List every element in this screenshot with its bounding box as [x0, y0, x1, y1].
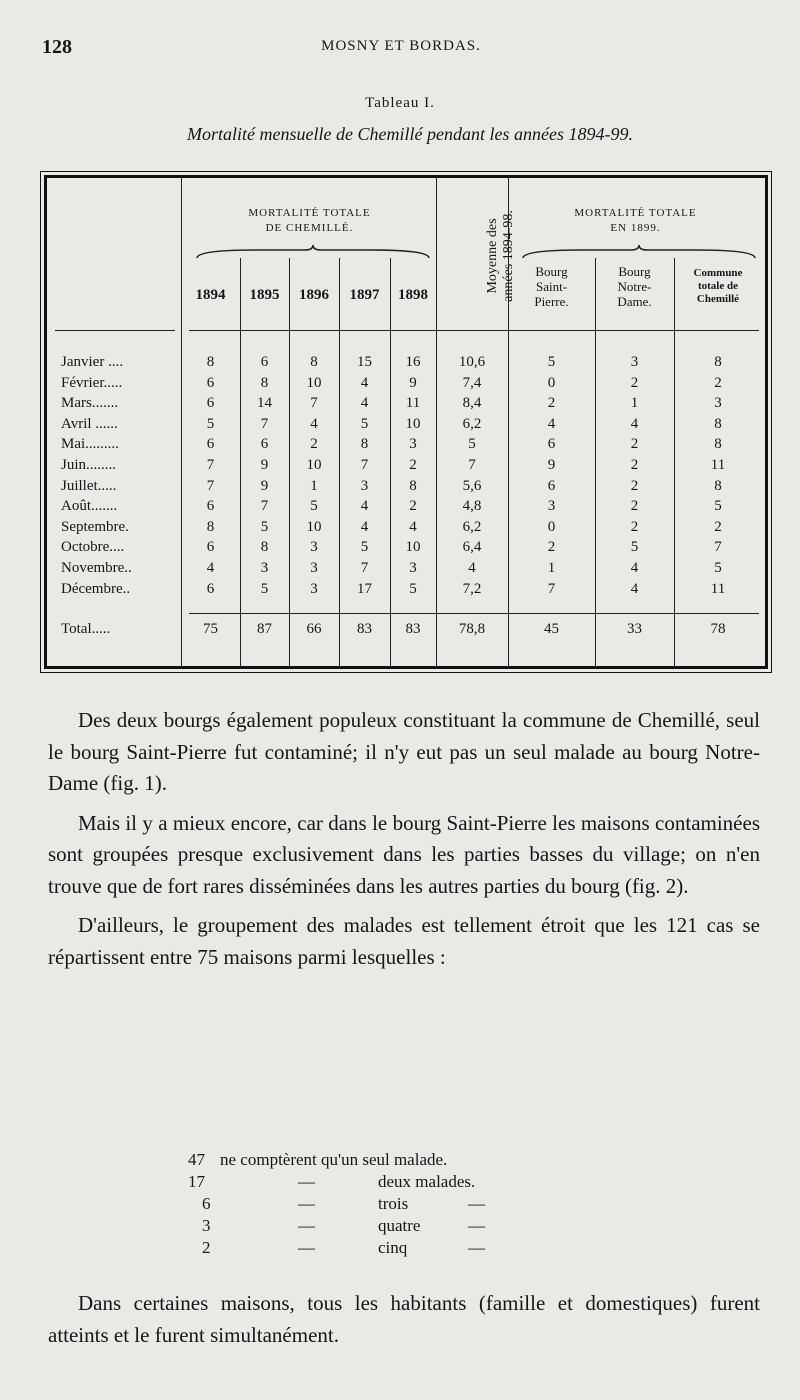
running-head [42, 36, 760, 62]
table-cell: 8 [409, 477, 417, 494]
table-cell: 7 [310, 395, 318, 412]
table-cell: 8 [360, 436, 369, 453]
table-cell: 8,4 [462, 395, 482, 412]
total-cell: 75 [203, 621, 218, 637]
table-cell: 8 [260, 374, 269, 391]
table-cell: 9 [260, 457, 269, 473]
table-cell: 8 [714, 436, 722, 453]
list-item: 3 — quatre — [202, 1216, 485, 1235]
table-cell: 3 [360, 477, 369, 494]
month-label: Novembre.. [61, 560, 132, 576]
month-label: Juillet..... [61, 477, 117, 494]
table-cell: 8 [206, 354, 215, 370]
table-cell: 7,2 [462, 580, 482, 597]
table-cell: 2 [714, 374, 722, 391]
table-cell: 1 [630, 395, 639, 412]
mortality-table [44, 175, 768, 669]
table-cell: 6,2 [462, 518, 482, 535]
table-cell: 5 [547, 354, 556, 370]
table-cell: 3 [409, 560, 417, 576]
table-cell: 0 [547, 374, 556, 391]
table-cell: 4 [630, 415, 639, 432]
table-cell: 2 [547, 395, 556, 412]
table-cell: 11 [710, 580, 726, 597]
table-cell: 10 [306, 518, 322, 535]
table-cell: 8 [310, 354, 318, 370]
list-item: 17 — deux malades. [188, 1172, 476, 1191]
table-cell: 6,4 [462, 539, 482, 556]
table-row [47, 478, 765, 498]
table-cell: 4,8 [462, 498, 482, 515]
table-row [47, 457, 765, 477]
table-row [47, 539, 765, 559]
table-cell: 2 [714, 518, 722, 535]
table-cell: 6 [547, 477, 556, 494]
table-cell: 8 [714, 415, 722, 432]
table-cell: 2 [409, 457, 417, 473]
table-cell: 8 [206, 518, 215, 535]
table-cell: 2 [630, 498, 639, 515]
brace-chemille [195, 244, 431, 260]
table-cell: 5 [260, 518, 269, 535]
table-row [47, 560, 765, 580]
table-cell: 4 [360, 374, 369, 391]
group-header-1899: MORTALITÉ TOTALE EN 1899. [574, 207, 697, 234]
table-cell: 5 [714, 560, 722, 576]
table-cell: 5 [360, 415, 369, 432]
month-label: Septembre. [61, 518, 129, 535]
list-item: 47 ne comptèrent qu'un seul malade. [188, 1150, 448, 1169]
table-cell: 3 [260, 560, 269, 576]
table-cell: 2 [630, 477, 639, 494]
table-cell: 7 [206, 457, 215, 473]
table-cell: 2 [409, 498, 417, 515]
table-cell: 2 [630, 436, 639, 453]
table-cell: 6 [206, 498, 215, 515]
commune-header: Commune totale de Chemillé [693, 267, 743, 305]
table-cell: 3 [714, 395, 722, 412]
table-cell: 1 [310, 477, 318, 494]
table-cell: 6 [206, 374, 215, 391]
table-cell: 5,6 [462, 477, 482, 494]
table-cell: 16 [405, 354, 421, 370]
table-cell: 3 [409, 436, 417, 453]
table-cell: 5 [409, 580, 417, 597]
table-cell: 9 [547, 457, 556, 473]
table-cell: 1 [547, 560, 556, 576]
table-cell: 10 [405, 415, 421, 432]
table-cell: 10 [405, 539, 421, 556]
group-header-chemille: MORTALITÉ TOTALE DE CHEMILLÉ. [248, 207, 371, 234]
table-cell: 5 [468, 436, 476, 453]
month-label: Février..... [61, 374, 123, 391]
table-row [47, 395, 765, 415]
table-cell: 7,4 [462, 374, 482, 391]
table-cell: 2 [547, 539, 556, 556]
table-cell: 7 [547, 580, 556, 597]
table-cell: 3 [310, 580, 318, 597]
table-cell: 15 [357, 354, 372, 370]
table-row [47, 581, 765, 601]
table-row [47, 354, 765, 374]
table-cell: 5 [714, 498, 722, 515]
table-row [47, 436, 765, 456]
table-cell: 7 [206, 477, 215, 494]
paragraph: Des deux bourgs également populeux constituant la commune de Chemillé, seul le bourg Saint-Pierre fut contaminé; il n'y eut pas un seul malade au bourg Notre-Dame (fig. 1). [48, 708, 760, 795]
table-cell: 14 [257, 395, 272, 412]
table-cell: 5 [630, 539, 639, 556]
table-cell: 5 [260, 580, 269, 597]
page-number: 128 [42, 36, 72, 58]
table-cell: 4 [409, 518, 417, 535]
bourg-notre-dame-header: Bourg Notre- Dame. [617, 264, 652, 309]
table-row [47, 519, 765, 539]
table-cell: 7 [260, 415, 269, 432]
year-1898: 1898 [398, 287, 428, 303]
year-1897: 1897 [349, 287, 380, 303]
table-cell: 3 [310, 539, 318, 556]
list-item: 2 — cinq — [202, 1238, 485, 1257]
total-cell: 45 [544, 621, 559, 637]
table-cell: 9 [409, 374, 417, 391]
table-cell: 6,2 [462, 415, 482, 432]
year-1895: 1895 [249, 287, 280, 303]
month-label: Mai......... [61, 436, 119, 453]
table-cell: 4 [468, 560, 476, 576]
final-paragraph: Dans certaines maisons, tous les habitants (famille et domestiques) furent atteints et le furent simultanément. [48, 1291, 760, 1347]
moyenne-header: Moyenne des années 1894-98. [485, 209, 516, 302]
total-row [47, 621, 765, 643]
total-label: Total..... [61, 621, 111, 637]
list-item: 6 — trois — [202, 1194, 485, 1213]
table-cell: 7 [360, 560, 369, 576]
table-cell: 6 [260, 354, 269, 370]
table-cell: 10 [306, 374, 322, 391]
table-cell: 2 [310, 436, 318, 453]
table-cell: 6 [206, 395, 215, 412]
month-label: Octobre.... [61, 539, 125, 556]
table-cell: 8 [260, 539, 269, 556]
table-cell: 4 [630, 580, 639, 597]
table-cell: 4 [360, 395, 369, 412]
paragraph: Mais il y a mieux encore, car dans le bourg Saint-Pierre les maisons contaminées sont groupées presque exclusivement dans les parties basses du village; on n'en trouve que de fort rares disséminées dans les autres parties du bourg (fig. 2). [48, 810, 760, 898]
table-cell: 5 [360, 539, 369, 556]
table-cell: 3 [310, 560, 318, 576]
table-cell: 11 [710, 457, 726, 473]
table-cell: 4 [547, 415, 556, 432]
running-title: MOSNY ET BORDAS. [321, 38, 481, 54]
table-cell: 3 [547, 498, 556, 515]
body-paragraphs [48, 705, 760, 973]
table-cell: 9 [260, 477, 269, 494]
table-cell: 4 [310, 415, 318, 432]
month-label: Juin........ [61, 457, 117, 473]
table-cell: 5 [206, 415, 215, 432]
table-row [47, 375, 765, 395]
table-cell: 7 [360, 457, 369, 473]
table-cell: 5 [310, 498, 318, 515]
table-cell: 6 [547, 436, 556, 453]
table-cell: 7 [468, 457, 476, 473]
table-label: Tableau I. [365, 95, 435, 111]
total-cell: 87 [257, 621, 272, 637]
table-cell: 4 [630, 560, 639, 576]
table-cell: 0 [547, 518, 556, 535]
table-cell: 7 [260, 498, 269, 515]
total-cell: 83 [405, 621, 421, 637]
total-cell: 83 [357, 621, 372, 637]
table-cell: 10,6 [458, 354, 486, 370]
total-cell: 66 [306, 621, 322, 637]
table-cell: 4 [360, 518, 369, 535]
table-cell: 6 [206, 539, 215, 556]
table-cell: 2 [630, 518, 639, 535]
month-label: Janvier .... [61, 354, 124, 370]
total-cell: 78,8 [458, 621, 486, 637]
table-caption: Mortalité mensuelle de Chemillé pendant les années 1894-99. [187, 124, 633, 144]
table-cell: 2 [630, 374, 639, 391]
table-cell: 8 [714, 477, 722, 494]
table-cell: 3 [630, 354, 639, 370]
month-label: Août....... [61, 498, 118, 515]
table-row [47, 498, 765, 518]
year-1894: 1894 [195, 287, 226, 303]
brace-1899 [521, 244, 757, 260]
table-cell: 7 [714, 539, 722, 556]
table-cell: 8 [714, 354, 722, 370]
table-cell: 2 [630, 457, 639, 473]
total-cell: 33 [627, 621, 642, 637]
month-label: Décembre.. [61, 580, 131, 597]
month-label: Avril ...... [61, 415, 118, 432]
table-cell: 4 [206, 560, 215, 576]
table-cell: 6 [206, 436, 215, 453]
table-cell: 6 [206, 580, 215, 597]
year-1896: 1896 [299, 287, 329, 303]
total-cell: 78 [710, 621, 726, 637]
table-cell: 10 [306, 457, 322, 473]
month-label: Mars....... [61, 395, 119, 412]
table-cell: 6 [260, 436, 269, 453]
table-cell: 11 [405, 395, 421, 412]
table-cell: 4 [360, 498, 369, 515]
paragraph: D'ailleurs, le groupement des malades est tellement étroit que les 121 cas se répartissent entre 75 maisons parmi lesquelles : [48, 913, 760, 969]
bourg-saint-pierre-header: Bourg Saint- Pierre. [534, 264, 569, 309]
table-cell: 17 [357, 580, 372, 597]
table-row [47, 416, 765, 436]
